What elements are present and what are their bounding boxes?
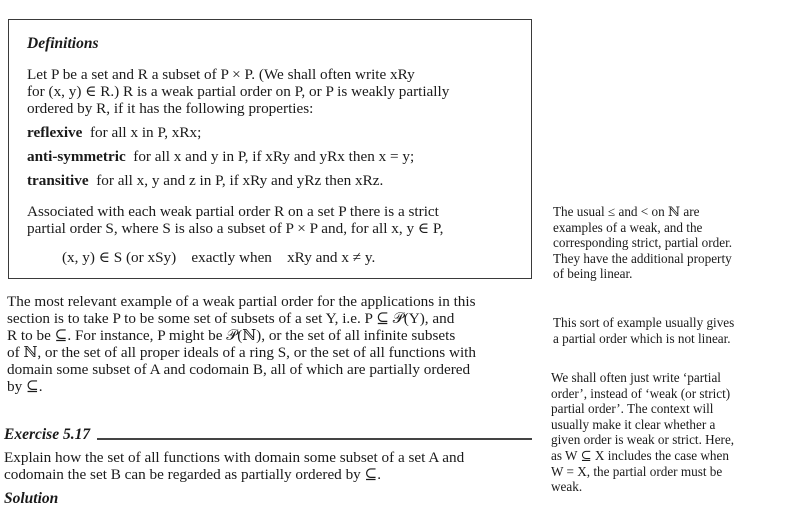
margin-note-line: The usual ≤ and < on ℕ are: [553, 204, 700, 219]
margin-note-line: W = X, the partial order must be: [551, 463, 723, 479]
property-transitive: [27, 172, 383, 189]
exercise-line-1: Explain how the set of all functions with domain some subset of a set A and: [4, 449, 465, 466]
margin-note-3: [551, 370, 734, 495]
margin-note-line: a partial order which is not linear.: [553, 330, 731, 346]
margin-note-2: [553, 315, 734, 346]
exercise-heading: Exercise 5.17: [4, 426, 91, 443]
margin-note-line: usually make it clear whether a: [551, 416, 716, 432]
definition-line-1: Let P be a set and R a subset of P × P. (We shall often write xRy: [27, 66, 415, 83]
paragraph-line-6: by ⊆.: [7, 378, 43, 395]
margin-note-line: corresponding strict, partial order.: [553, 235, 733, 251]
margin-note-line: given order is weak or strict. Here,: [551, 432, 735, 448]
margin-note-line: weak.: [551, 479, 583, 495]
property-term: transitive: [27, 172, 89, 189]
margin-note-line: They have the additional property: [553, 250, 732, 266]
margin-note-1: [553, 204, 732, 282]
margin-note-line: as W ⊆ X includes the case when: [551, 447, 729, 463]
paragraph-line-3: R to be ⊆. For instance, P might be 𝒫(ℕ), or the set of all infinite subsets: [7, 327, 456, 344]
margin-note-line: order’, instead of ‘weak (or strict): [551, 385, 731, 401]
property-term: anti-symmetric: [27, 148, 126, 165]
exercise-rule: [97, 438, 532, 440]
margin-note-line: partial order’. The context will: [551, 401, 714, 417]
margin-note-line: examples of a weak, and the: [553, 219, 703, 235]
display-formula: (x, y) ∈ S (or xSy) exactly when xRy and x ≠ y.: [62, 249, 376, 266]
property-text: for all x and y in P, if xRy and yRx then x = y;: [133, 148, 415, 165]
property-term: reflexive: [27, 124, 83, 141]
margin-note-line: of being linear.: [553, 266, 633, 282]
property-text: for all x in P, xRx;: [89, 124, 202, 141]
definitions-heading: Definitions: [27, 35, 99, 52]
property-reflexive: [27, 124, 201, 141]
property-text: for all x, y and z in P, if xRy and yRz then xRz.: [96, 172, 384, 189]
paragraph-line-1: The most relevant example of a weak partial order for the applications in this: [7, 293, 476, 310]
definition-line-3: ordered by R, if it has the following properties:: [27, 100, 314, 117]
property-anti-symmetric: [27, 148, 414, 165]
margin-note-line: We shall often just write ‘partial: [551, 370, 721, 385]
margin-note-line: This sort of example usually gives: [553, 315, 735, 330]
solution-heading: Solution: [4, 490, 59, 507]
strict-order-line-1: Associated with each weak partial order R on a set P there is a strict: [27, 203, 439, 220]
paragraph-line-4: of ℕ, or the set of all proper ideals of a ring S, or the set of all functions with: [7, 344, 476, 361]
exercise-line-2: codomain the set B can be regarded as partially ordered by ⊆.: [4, 466, 382, 483]
paragraph-line-2: section is to take P to be some set of subsets of a set Y, i.e. P ⊆ 𝒫(Y), and: [7, 310, 455, 327]
definition-line-2: for (x, y) ∈ R.) R is a weak partial order on P, or P is weakly partially: [27, 83, 450, 100]
strict-order-line-2: partial order S, where S is also a subset of P × P and, for all x, y ∈ P,: [27, 220, 444, 237]
paragraph-line-5: domain some subset of A and codomain B, all of which are partially ordered: [7, 361, 471, 378]
